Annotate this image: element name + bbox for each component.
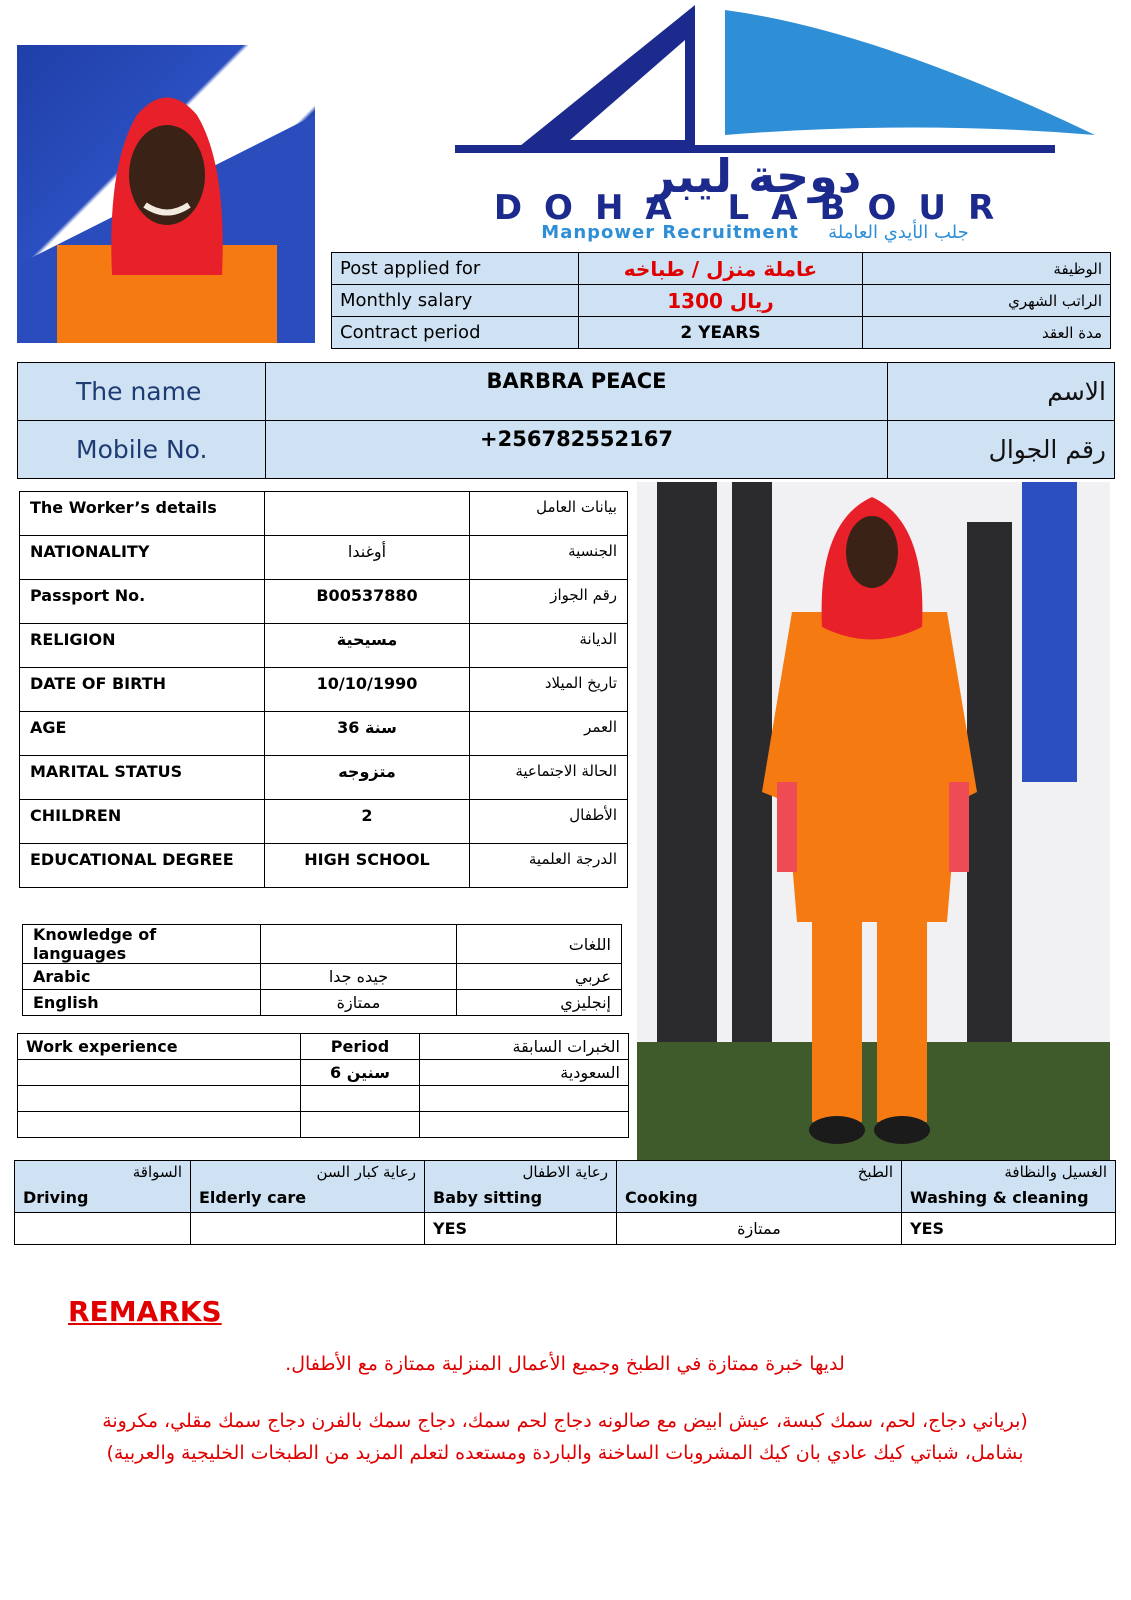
table-row (20, 844, 628, 888)
skill-elderly-header (191, 1161, 425, 1213)
skill-elderly-label: Elderly care (199, 1188, 307, 1207)
arabic-value: جيده جدا (261, 964, 457, 990)
education-label: EDUCATIONAL DEGREE (20, 844, 265, 888)
table-row (20, 800, 628, 844)
dob-label-ar: تاريخ الميلاد (470, 668, 628, 712)
salary-label: Monthly salary (332, 285, 579, 317)
age-label: AGE (20, 712, 265, 756)
skill-cooking-label: Cooking (625, 1188, 698, 1207)
skill-baby-label: Baby sitting (433, 1188, 543, 1207)
skill-washing-value: YES (902, 1213, 1116, 1245)
experience-label (18, 1086, 301, 1112)
children-value: 2 (265, 800, 470, 844)
table-row (20, 756, 628, 800)
worker-header-value (265, 492, 470, 536)
name-row (18, 363, 1115, 421)
logo-subtitle-ar: جلب الأيدي العاملة (828, 222, 969, 243)
experience-header-period: Period (301, 1034, 420, 1060)
passport-label: Passport No. (20, 580, 265, 624)
skill-washing-ar: الغسيل والنظافة (1004, 1163, 1107, 1181)
skill-driving-ar: السواقة (132, 1163, 182, 1181)
table-row (23, 964, 622, 990)
experience-country (420, 1086, 629, 1112)
marital-label: MARITAL STATUS (20, 756, 265, 800)
logo-subtitle-en: Manpower Recruitment (541, 222, 799, 243)
name-label-ar: الاسم (888, 363, 1115, 421)
skill-driving-label: Driving (23, 1188, 89, 1207)
skill-cooking-ar: الطبخ (857, 1163, 893, 1181)
religion-label-ar: الديانة (470, 624, 628, 668)
arabic-label-ar: عربي (457, 964, 622, 990)
contract-value: 2 YEARS (579, 317, 863, 349)
dob-value: 10/10/1990 (265, 668, 470, 712)
worker-header-label: The Worker’s details (20, 492, 265, 536)
table-row (20, 624, 628, 668)
children-label: CHILDREN (20, 800, 265, 844)
nationality-label-ar: الجنسية (470, 536, 628, 580)
headshot-photo (17, 45, 315, 343)
table-row (20, 712, 628, 756)
languages-table (22, 924, 622, 1016)
skill-cooking-header (617, 1161, 902, 1213)
religion-label: RELIGION (20, 624, 265, 668)
table-row (18, 1060, 629, 1086)
worker-details-table (19, 491, 628, 888)
experience-header-row (18, 1034, 629, 1060)
mobile-label: Mobile No. (18, 421, 266, 479)
experience-period: 6 سنين (301, 1060, 420, 1086)
children-label-ar: الأطفال (470, 800, 628, 844)
skill-driving-value (15, 1213, 191, 1245)
english-label-ar: إنجليزي (457, 990, 622, 1016)
skill-baby-value: YES (425, 1213, 617, 1245)
religion-value: مسيحية (265, 624, 470, 668)
table-row (20, 536, 628, 580)
name-value: BARBRA PEACE (266, 363, 888, 421)
table-row (20, 580, 628, 624)
experience-table (17, 1033, 629, 1138)
full-body-photo (637, 482, 1110, 1172)
skills-value-row (15, 1213, 1116, 1245)
post-row-salary (332, 285, 1111, 317)
passport-value: B00537880 (265, 580, 470, 624)
english-value: ممتازة (261, 990, 457, 1016)
post-table (331, 252, 1111, 349)
age-label-ar: العمر (470, 712, 628, 756)
languages-header-row (23, 925, 622, 964)
skill-driving-header (15, 1161, 191, 1213)
languages-header-ar: اللغات (457, 925, 622, 964)
experience-period (301, 1086, 420, 1112)
arabic-label: Arabic (23, 964, 261, 990)
post-label: Post applied for (332, 253, 579, 285)
education-label-ar: الدرجة العلمية (470, 844, 628, 888)
mobile-row (18, 421, 1115, 479)
table-row (18, 1086, 629, 1112)
english-label: English (23, 990, 261, 1016)
education-value: HIGH SCHOOL (265, 844, 470, 888)
nationality-label: NATIONALITY (20, 536, 265, 580)
post-row-position (332, 253, 1111, 285)
experience-country: السعودية (420, 1060, 629, 1086)
skill-baby-ar: رعاية الاطفال (522, 1163, 608, 1181)
marital-value: متزوجه (265, 756, 470, 800)
worker-header-ar: بيانات العامل (470, 492, 628, 536)
experience-period (301, 1112, 420, 1138)
dob-label: DATE OF BIRTH (20, 668, 265, 712)
remarks-title: REMARKS (68, 1295, 222, 1328)
experience-label (18, 1112, 301, 1138)
age-value: 36 سنة (265, 712, 470, 756)
name-label: The name (18, 363, 266, 421)
passport-label-ar: رقم الجواز (470, 580, 628, 624)
headshot-illustration (17, 45, 315, 343)
worker-header-row (20, 492, 628, 536)
mobile-label-ar: رقم الجوال (888, 421, 1115, 479)
remarks-line-2: (برياني دجاج، لحم، سمك كبسة، عيش ابيض مع صالونه دجاج لحم سمك، دجاج سمك بالفرن دجاج سمك مقلي، مكرونة بشامل، شباتي كيك عادي بان كيك المشروبات الساخنة والباردة ومستعده لتعلم المزيد من الطبخات الخليجية والعربية) (102, 1410, 1028, 1464)
contract-label-ar: مدة العقد (863, 317, 1111, 349)
logo-subtitle (410, 222, 1100, 244)
marital-label-ar: الحالة الاجتماعية (470, 756, 628, 800)
skill-baby-header (425, 1161, 617, 1213)
table-row (18, 1112, 629, 1138)
salary-label-ar: الراتب الشهري (863, 285, 1111, 317)
mobile-value: +256782552167 (266, 421, 888, 479)
experience-label (18, 1060, 301, 1086)
experience-country (420, 1112, 629, 1138)
post-label-ar: الوظيفة (863, 253, 1111, 285)
languages-header-label: Knowledge of languages (23, 925, 261, 964)
table-row (20, 668, 628, 712)
skills-header-row (15, 1161, 1116, 1213)
sail-logo-icon (395, 0, 1115, 170)
skill-elderly-value (191, 1213, 425, 1245)
remarks-line-1: لديها خبرة ممتازة في الطبخ وجميع الأعمال المنزلية ممتازة مع الأطفال. (285, 1353, 845, 1375)
post-row-contract (332, 317, 1111, 349)
post-value: عاملة منزل / طباخه (579, 253, 863, 285)
logo-arabic-text: دوحة ليبر (648, 149, 862, 203)
skills-table (14, 1160, 1116, 1245)
identity-table (17, 362, 1115, 479)
languages-header-value (261, 925, 457, 964)
table-row (23, 990, 622, 1016)
skill-cooking-value: ممتازة (617, 1213, 902, 1245)
contract-label: Contract period (332, 317, 579, 349)
full-body-illustration (637, 482, 1110, 1172)
experience-header-label: Work experience (18, 1034, 301, 1060)
skill-elderly-ar: رعاية كبار السن (316, 1163, 416, 1181)
experience-header-ar: الخبرات السابقة (420, 1034, 629, 1060)
skill-washing-label: Washing & cleaning (910, 1188, 1089, 1207)
skill-washing-header (902, 1161, 1116, 1213)
nationality-value: أوغندا (265, 536, 470, 580)
salary-value: 1300 ريال (579, 285, 863, 317)
logo-english-text: DOHA LABOUR (493, 188, 1017, 228)
